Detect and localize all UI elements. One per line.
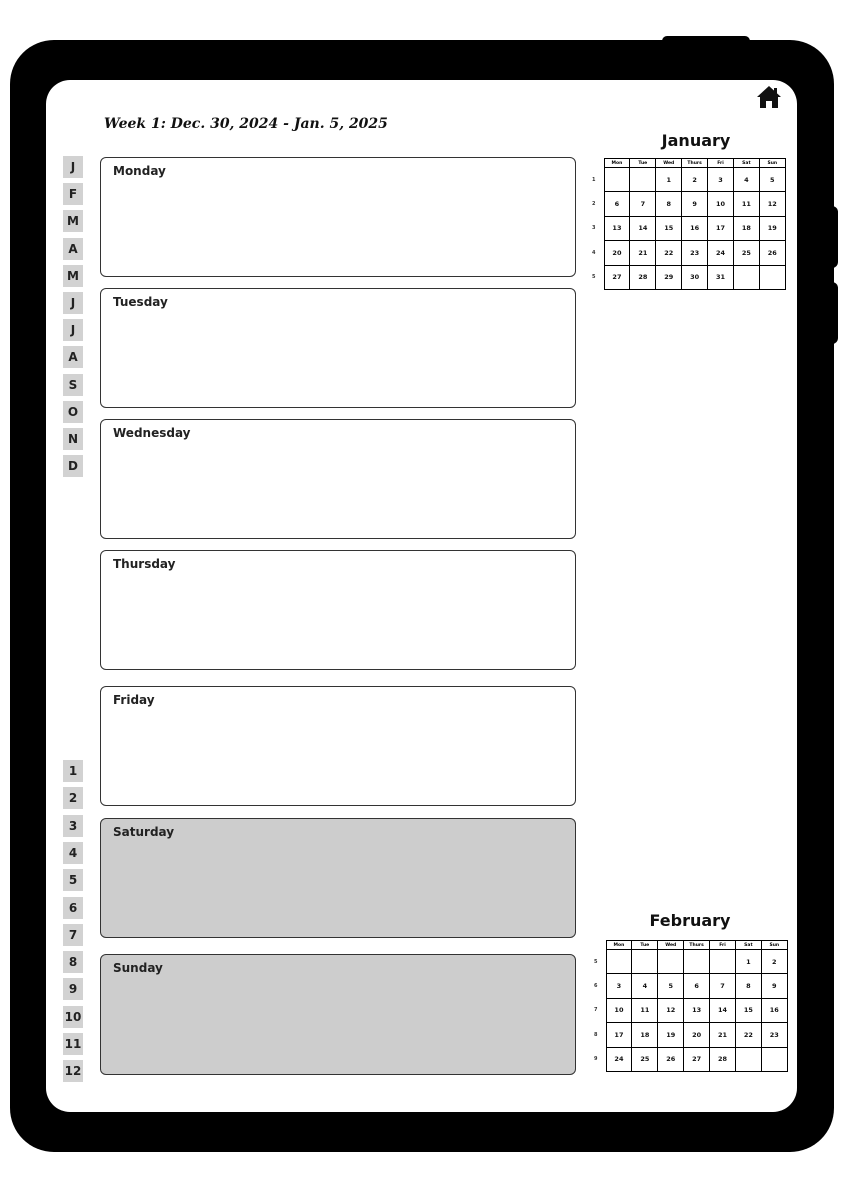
calendar-day-cell[interactable]: 27	[684, 1047, 710, 1071]
february-mini-calendar	[586, 940, 788, 1072]
weekday-header: Mon	[604, 159, 630, 168]
calendar-day-cell[interactable]: 4	[632, 974, 658, 998]
calendar-day-cell[interactable]: 9	[682, 192, 708, 216]
calendar-day-cell[interactable]: 17	[606, 1023, 632, 1047]
calendar-day-cell[interactable]: 17	[708, 216, 734, 240]
day-box-tuesday[interactable]	[100, 288, 576, 408]
weekday-header: Wed	[656, 159, 682, 168]
calendar-week-row	[586, 998, 787, 1022]
calendar-week-row	[584, 241, 785, 265]
month-tab[interactable]: M	[63, 210, 83, 232]
calendar-day-cell[interactable]: 24	[606, 1047, 632, 1071]
calendar-day-cell[interactable]: 26	[759, 241, 785, 265]
calendar-day-cell[interactable]: 11	[733, 192, 759, 216]
month-tab[interactable]: A	[63, 346, 83, 368]
week-number[interactable]: 7	[594, 1007, 598, 1014]
weekday-header: Wed	[658, 941, 684, 950]
calendar-day-cell[interactable]: 23	[682, 241, 708, 265]
calendar-day-cell[interactable]: 16	[682, 216, 708, 240]
calendar-week-row	[584, 216, 785, 240]
calendar-day-cell[interactable]: 22	[656, 241, 682, 265]
number-tab[interactable]: 4	[63, 842, 83, 864]
calendar-day-cell	[761, 1047, 787, 1071]
calendar-day-cell[interactable]: 18	[632, 1023, 658, 1047]
day-label: Thursday	[113, 557, 176, 571]
day-label: Friday	[113, 693, 155, 707]
calendar-day-cell[interactable]: 25	[733, 241, 759, 265]
weekday-header: Sat	[733, 159, 759, 168]
calendar-day-cell[interactable]: 24	[708, 241, 734, 265]
calendar-day-cell[interactable]: 26	[658, 1047, 684, 1071]
month-tab[interactable]: J	[63, 319, 83, 341]
day-box-friday[interactable]	[100, 686, 576, 806]
calendar-day-cell[interactable]: 13	[684, 998, 710, 1022]
calendar-day-cell[interactable]: 21	[630, 241, 656, 265]
calendar-day-cell[interactable]: 20	[604, 241, 630, 265]
calendar-day-cell[interactable]: 1	[656, 168, 682, 192]
number-tab[interactable]: 10	[63, 1006, 83, 1028]
month-tab[interactable]: D	[63, 455, 83, 477]
calendar-day-cell[interactable]: 19	[759, 216, 785, 240]
calendar-day-cell[interactable]: 25	[632, 1047, 658, 1071]
week-number[interactable]: 5	[594, 958, 598, 965]
week-number[interactable]: 6	[594, 983, 598, 990]
calendar-day-cell[interactable]: 16	[761, 998, 787, 1022]
calendar-day-cell[interactable]: 10	[708, 192, 734, 216]
january-mini-calendar	[584, 158, 786, 290]
number-tab[interactable]: 3	[63, 815, 83, 837]
day-label: Saturday	[113, 825, 175, 839]
number-tab[interactable]: 5	[63, 869, 83, 891]
calendar-day-cell	[759, 265, 785, 289]
calendar-day-cell[interactable]: 5	[759, 168, 785, 192]
calendar-day-cell[interactable]: 12	[658, 998, 684, 1022]
calendar-day-cell[interactable]: 30	[682, 265, 708, 289]
calendar-day-cell[interactable]: 18	[733, 216, 759, 240]
february-title: February	[649, 911, 731, 930]
calendar-day-cell[interactable]: 27	[604, 265, 630, 289]
calendar-day-cell	[604, 168, 630, 192]
day-label: Sunday	[113, 961, 163, 975]
number-tab[interactable]: 2	[63, 787, 83, 809]
calendar-week-row	[584, 168, 785, 192]
day-label: Monday	[113, 164, 166, 178]
number-tab[interactable]: 8	[63, 951, 83, 973]
home-icon[interactable]	[756, 85, 782, 109]
week-number[interactable]: 8	[594, 1031, 598, 1038]
calendar-day-cell	[710, 950, 736, 974]
weekday-header: Fri	[708, 159, 734, 168]
weekday-header: Sun	[759, 159, 785, 168]
day-box-wednesday[interactable]	[100, 419, 576, 539]
week-number[interactable]: 2	[592, 201, 596, 208]
day-label: Wednesday	[113, 426, 191, 440]
month-tab[interactable]: A	[63, 238, 83, 260]
calendar-day-cell[interactable]: 13	[604, 216, 630, 240]
number-tab[interactable]: 11	[63, 1033, 83, 1055]
number-tab[interactable]: 12	[63, 1060, 83, 1082]
calendar-week-row	[586, 974, 787, 998]
calendar-week-row	[584, 265, 785, 289]
month-tab[interactable]: J	[63, 292, 83, 314]
calendar-day-cell[interactable]: 14	[710, 998, 736, 1022]
weekday-header: Fri	[710, 941, 736, 950]
calendar-day-cell	[684, 950, 710, 974]
month-tab[interactable]: J	[63, 156, 83, 178]
calendar-day-cell[interactable]: 8	[735, 974, 761, 998]
weekday-header: Sun	[761, 941, 787, 950]
number-tab[interactable]: 6	[63, 897, 83, 919]
calendar-day-cell[interactable]: 8	[656, 192, 682, 216]
week-title: Week 1: Dec. 30, 2024 - Jan. 5, 2025	[104, 116, 388, 132]
month-tab[interactable]: N	[63, 428, 83, 450]
calendar-day-cell	[733, 265, 759, 289]
calendar-day-cell[interactable]: 6	[684, 974, 710, 998]
planner-page	[46, 80, 797, 1112]
calendar-day-cell[interactable]: 29	[656, 265, 682, 289]
calendar-week-row	[584, 192, 785, 216]
day-box-saturday[interactable]	[100, 818, 576, 938]
calendar-day-cell[interactable]: 15	[735, 998, 761, 1022]
calendar-day-cell	[658, 950, 684, 974]
week-number[interactable]: 3	[592, 225, 596, 232]
month-tab[interactable]: O	[63, 401, 83, 423]
calendar-day-cell	[632, 950, 658, 974]
week-number[interactable]: 9	[594, 1056, 598, 1063]
weekday-header: Thurs	[684, 941, 710, 950]
day-box-sunday[interactable]	[100, 954, 576, 1075]
day-box-monday[interactable]	[100, 157, 576, 277]
number-tab[interactable]: 7	[63, 924, 83, 946]
calendar-week-row	[586, 950, 787, 974]
calendar-day-cell[interactable]: 4	[733, 168, 759, 192]
calendar-day-cell[interactable]: 28	[630, 265, 656, 289]
calendar-day-cell[interactable]: 21	[710, 1023, 736, 1047]
calendar-day-cell	[735, 1047, 761, 1071]
calendar-day-cell[interactable]: 7	[630, 192, 656, 216]
calendar-day-cell[interactable]: 2	[682, 168, 708, 192]
week-number[interactable]: 5	[592, 274, 596, 281]
calendar-day-cell[interactable]: 23	[761, 1023, 787, 1047]
calendar-day-cell[interactable]: 11	[632, 998, 658, 1022]
calendar-day-cell[interactable]: 31	[708, 265, 734, 289]
calendar-day-cell[interactable]: 22	[735, 1023, 761, 1047]
calendar-day-cell[interactable]: 10	[606, 998, 632, 1022]
weekday-header: Tue	[632, 941, 658, 950]
calendar-day-cell[interactable]: 28	[710, 1047, 736, 1071]
january-title: January	[661, 131, 731, 150]
calendar-day-cell[interactable]: 20	[684, 1023, 710, 1047]
weekday-header: Tue	[630, 159, 656, 168]
week-number-header	[586, 941, 606, 950]
calendar-day-cell[interactable]: 1	[735, 950, 761, 974]
number-tab[interactable]: 1	[63, 760, 83, 782]
calendar-day-cell[interactable]: 6	[604, 192, 630, 216]
calendar-day-cell	[606, 950, 632, 974]
weekday-header: Sat	[735, 941, 761, 950]
number-tab[interactable]: 9	[63, 978, 83, 1000]
calendar-day-cell[interactable]: 5	[658, 974, 684, 998]
week-number-header	[584, 159, 604, 168]
day-box-thursday[interactable]	[100, 550, 576, 670]
calendar-day-cell[interactable]: 3	[708, 168, 734, 192]
day-label: Tuesday	[113, 295, 168, 309]
calendar-day-cell[interactable]: 12	[759, 192, 785, 216]
weekday-header: Mon	[606, 941, 632, 950]
calendar-day-cell[interactable]: 15	[656, 216, 682, 240]
calendar-day-cell[interactable]: 9	[761, 974, 787, 998]
week-number[interactable]: 1	[592, 176, 596, 183]
calendar-day-cell[interactable]: 19	[658, 1023, 684, 1047]
month-tab[interactable]: M	[63, 265, 83, 287]
calendar-day-cell[interactable]: 3	[606, 974, 632, 998]
month-tab[interactable]: F	[63, 183, 83, 205]
calendar-day-cell[interactable]: 7	[710, 974, 736, 998]
calendar-day-cell[interactable]: 2	[761, 950, 787, 974]
calendar-week-row	[586, 1023, 787, 1047]
week-number[interactable]: 4	[592, 249, 596, 256]
month-tab[interactable]: S	[63, 374, 83, 396]
weekday-header: Thurs	[682, 159, 708, 168]
calendar-day-cell[interactable]: 14	[630, 216, 656, 240]
calendar-day-cell	[630, 168, 656, 192]
calendar-week-row	[586, 1047, 787, 1071]
